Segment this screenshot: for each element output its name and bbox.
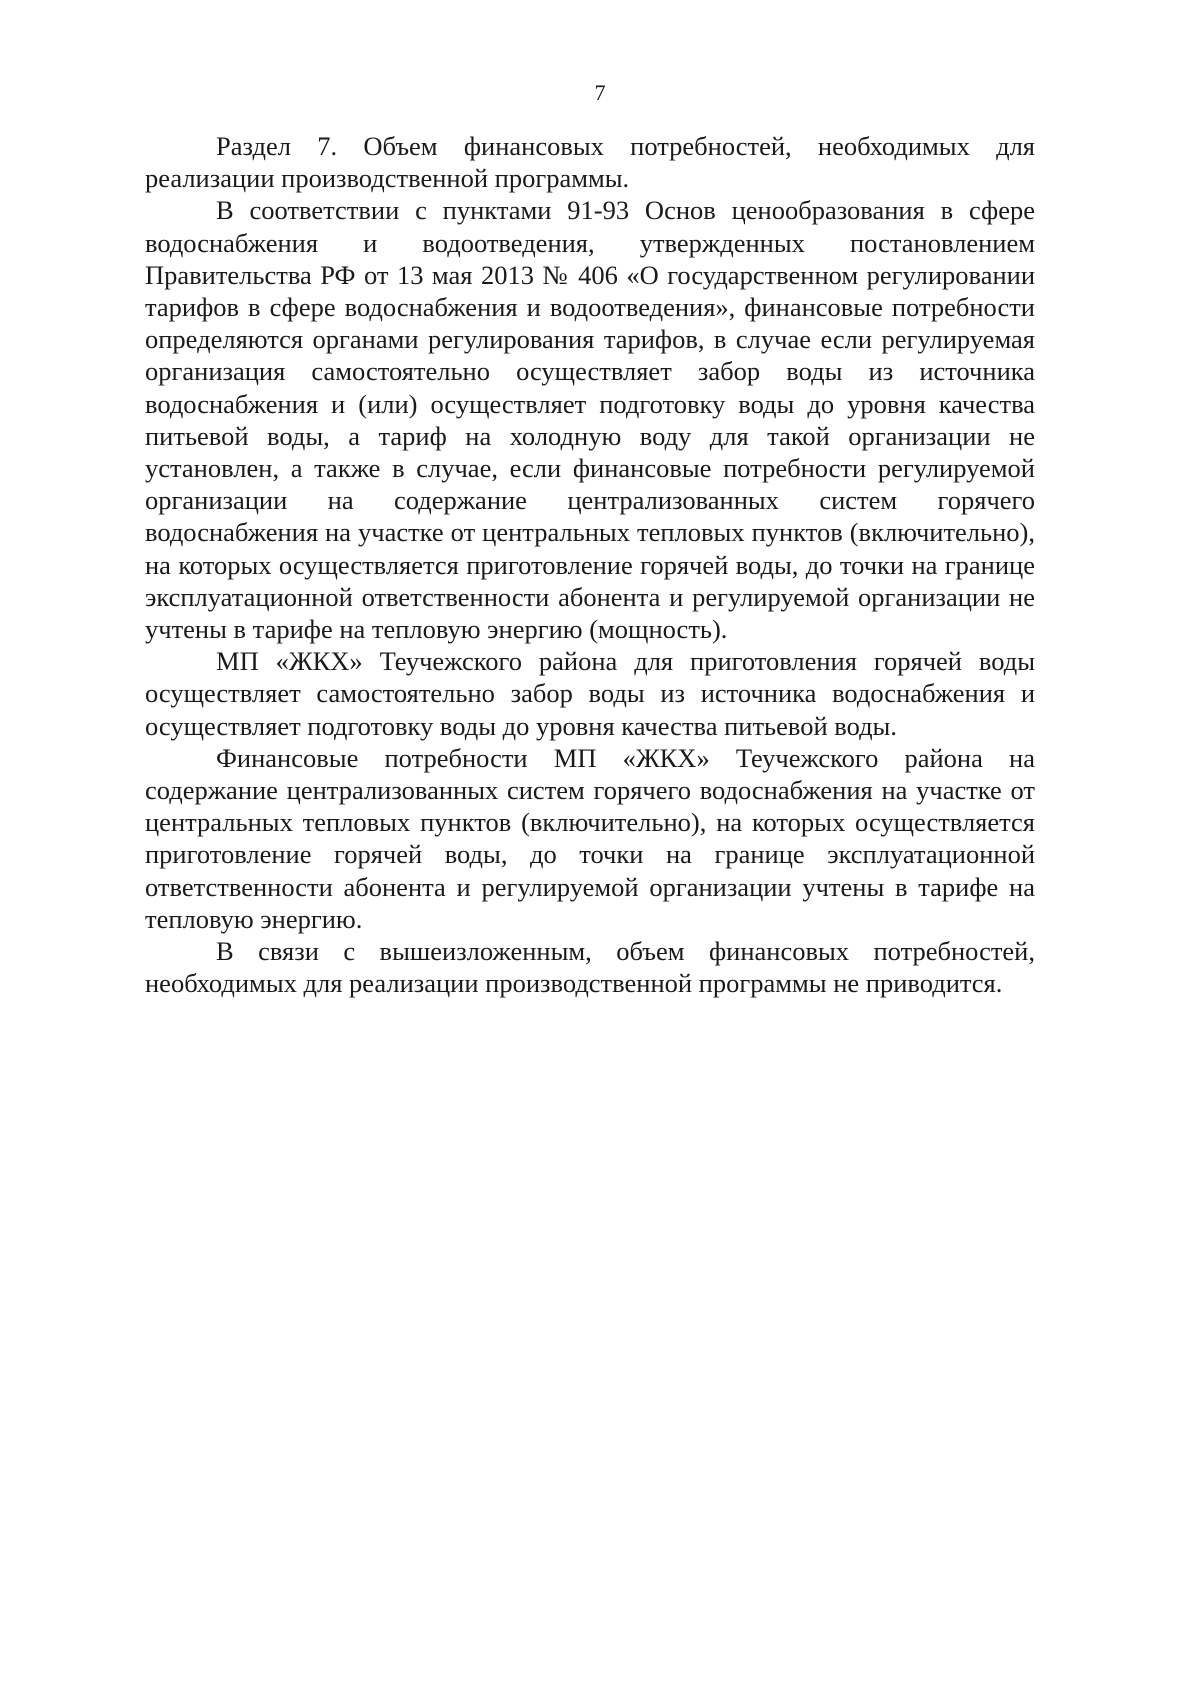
financial-needs-paragraph: Финансовые потребности МП «ЖКХ» Теучежского района на содержание централизованных систем горячего водоснабжения на участке от центральных тепловых пунктов (включительно), на которых осуществляется приготовление горячей воды, до точки на границе эксплуатационной ответственности абонента и регулируемой организации учтены в тарифе на тепловую энергию.	[145, 742, 1035, 934]
conclusion-paragraph: В связи с вышеизложенным, объем финансовых потребностей, необходимых для реализации производственной программы не приводится.	[145, 936, 1035, 999]
water-intake-paragraph: МП «ЖКХ» Теучежского района для приготовления горячей воды осуществляет самостоятельно забор воды из источника водоснабжения и осуществляет подготовку воды до уровня качества питьевой воды.	[145, 646, 1035, 741]
pricing-basis-paragraph: В соответствии с пунктами 91-93 Основ ценообразования в сфере водоснабжения и водоотведения, утвержденных постановлением Правительства РФ от 13 мая 2013 № 406 «О государственном регулировании тарифов в сфере водоснабжения и водоотведения», финансовые потребности определяются органами регулирования тарифов, в случае если регулируемая организация самостоятельно осуществляет забор воды из источника водоснабжения и (или) осуществляет подготовку воды до уровня качества питьевой воды, а тариф на холодную воду для такой организации не установлен, а также в случае, если финансовые потребности регулируемой организации на содержание централизованных систем горячего водоснабжения на участке от центральных тепловых пунктов (включительно), на которых осуществляется приготовление горячей воды, до точки на границе эксплуатационной ответственности абонента и регулируемой организации не учтены в тарифе на тепловую энергию (мощность).	[145, 195, 1035, 645]
document-body	[145, 130, 1035, 999]
page-number: 7	[594, 80, 606, 105]
section-heading-paragraph: Раздел 7. Объем финансовых потребностей, необходимых для реализации производственной программы.	[145, 131, 1035, 194]
